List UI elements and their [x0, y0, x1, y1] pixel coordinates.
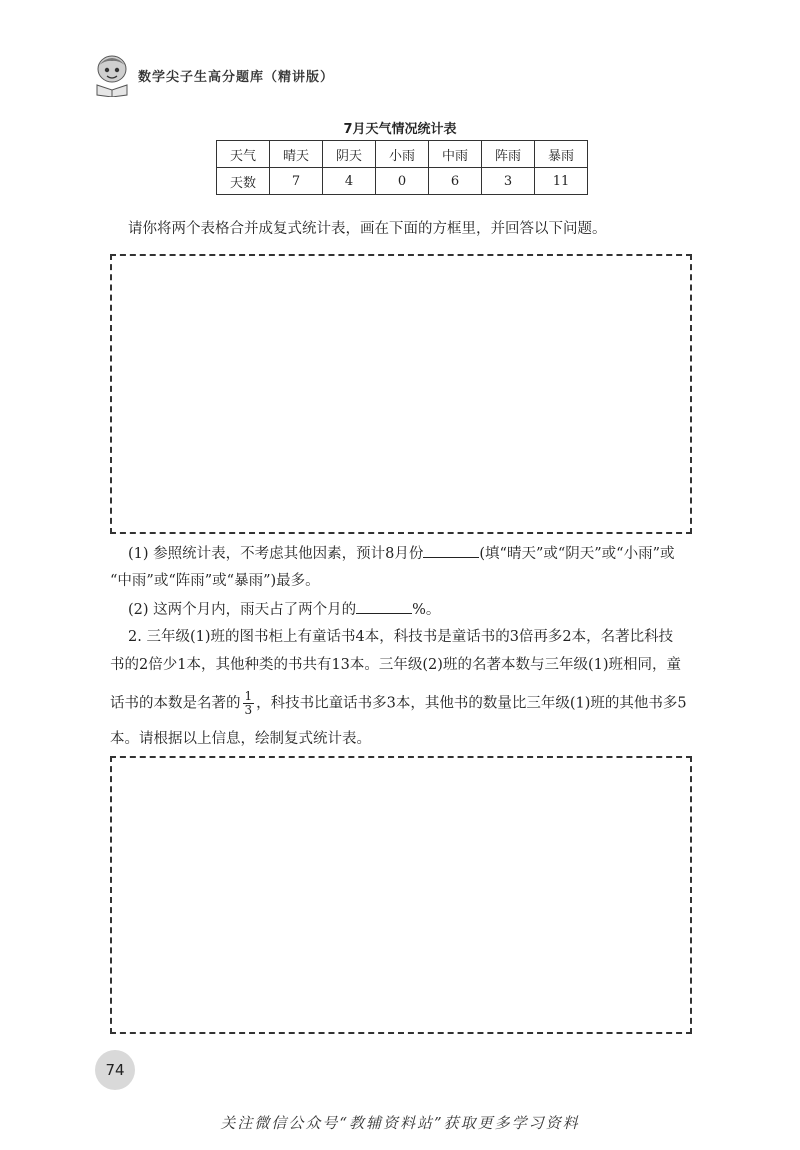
q2-line4: 本。请根据以上信息，绘制复式统计表。 — [110, 731, 371, 747]
answer-box-1[interactable] — [110, 254, 692, 534]
weather-table — [216, 140, 588, 195]
table-cell: 中雨 — [429, 141, 482, 168]
book-title: 数学尖子生高分题库（精讲版） — [138, 69, 335, 85]
q2-line2: 书的2倍少1本，其他种类的书共有13本。三年级(2)班的名著本数与三年级(1)班相同，童 — [110, 657, 681, 673]
table-cell: 11 — [535, 168, 588, 195]
q1-part2-text-b: %。 — [412, 602, 441, 618]
answer-box-2[interactable] — [110, 756, 692, 1034]
instruction-text: 请你将两个表格合并成复式统计表，画在下面的方框里，并回答以下问题。 — [128, 221, 607, 237]
table-header-row — [217, 141, 588, 168]
q1-part2-text-a: (2) 这两个月内，雨天占了两个月的 — [128, 602, 357, 618]
q1-part1-text-a: (1) 参照统计表，不考虑其他因素，预计8月份 — [128, 546, 424, 562]
q1-part1-line2: “中雨”或“阵雨”或“暴雨”)最多。 — [110, 573, 320, 589]
table-data-row — [217, 168, 588, 195]
table-cell: 天数 — [217, 168, 270, 195]
table-title: 7月天气情况统计表 — [343, 122, 457, 137]
q1-part2-line — [128, 599, 440, 620]
table-cell: 6 — [429, 168, 482, 195]
mascot-icon — [92, 53, 132, 97]
table-cell: 3 — [482, 168, 535, 195]
table-cell: 小雨 — [376, 141, 429, 168]
table-cell: 暴雨 — [535, 141, 588, 168]
page-number: 74 — [95, 1050, 135, 1090]
table-cell: 晴天 — [270, 141, 323, 168]
table-cell: 阴天 — [323, 141, 376, 168]
q2-line3 — [110, 690, 687, 717]
q1-part1-line1 — [128, 543, 675, 564]
table-cell: 4 — [323, 168, 376, 195]
q2-line1: 2. 三年级(1)班的图书柜上有童话书4本，科技书是童话书的3倍再多2本，名著比科技 — [128, 629, 674, 645]
answer-blank-2[interactable] — [356, 599, 412, 614]
q2-line3-text-a: 话书的本数是名著的 — [110, 695, 241, 712]
table-cell: 天气 — [217, 141, 270, 168]
table-cell: 0 — [376, 168, 429, 195]
q1-part1-text-b: (填“晴天”或“阴天”或“小雨”或 — [479, 546, 675, 562]
footer-note: 关注微信公众号“教辅资料站”获取更多学习资料 — [220, 1114, 580, 1132]
table-cell: 7 — [270, 168, 323, 195]
fraction — [243, 690, 255, 717]
table-cell: 阵雨 — [482, 141, 535, 168]
answer-blank-1[interactable] — [423, 543, 479, 558]
fraction-numerator: 1 — [244, 689, 253, 703]
q2-line3-text-b: ，科技书比童话书多3本，其他书的数量比三年级(1)班的其他书多5 — [256, 695, 687, 712]
book-header — [92, 50, 334, 100]
fraction-denominator: 3 — [244, 703, 253, 717]
